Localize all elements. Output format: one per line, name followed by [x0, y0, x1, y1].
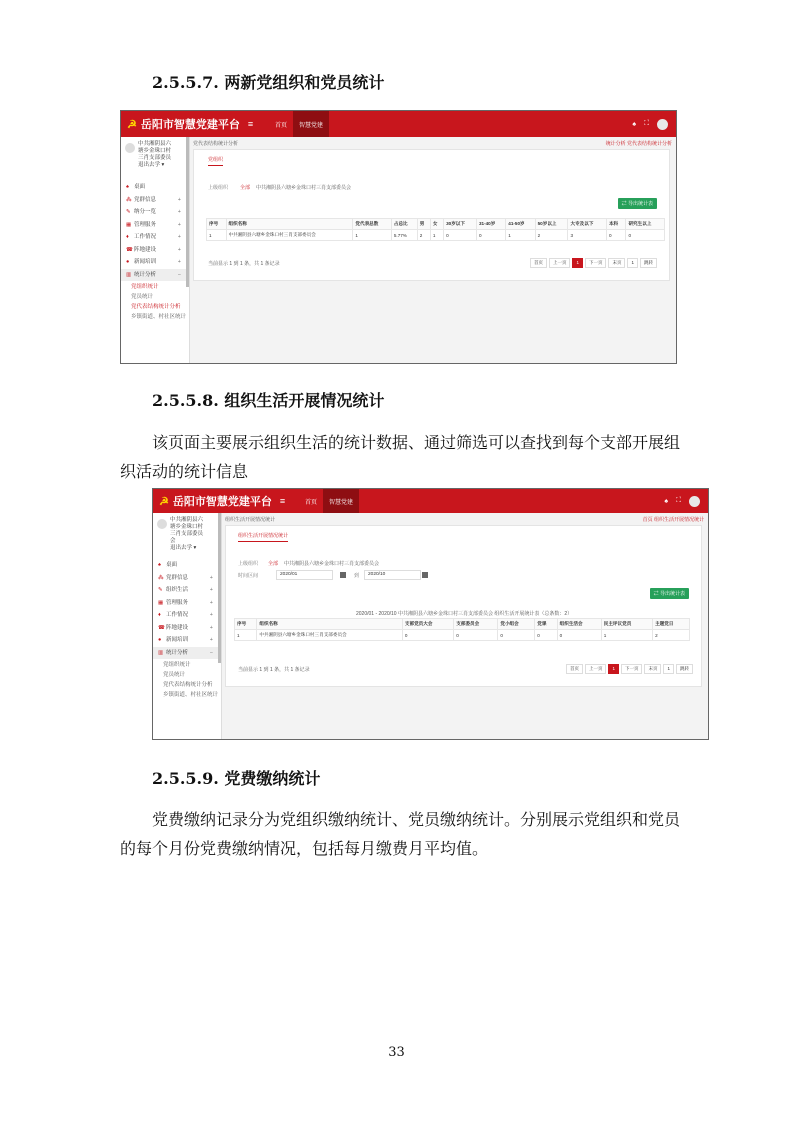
sidebar-item-label: 阵地建设: [166, 624, 189, 631]
desktop-icon: ♠: [126, 184, 129, 190]
user-info: [157, 517, 217, 552]
user-avatar: [157, 519, 167, 529]
column-header: 支部党员大会: [402, 619, 453, 630]
submenu-rep-stats[interactable]: 党代表结构统计分析: [163, 682, 213, 688]
group-icon: ⁂: [126, 196, 132, 203]
user-info: [125, 141, 185, 169]
column-header: 主题党日: [653, 619, 690, 630]
table-cell: 1: [601, 630, 652, 641]
expand-icon: +: [177, 196, 181, 203]
jump-button[interactable]: 跳转: [640, 258, 657, 268]
nav-smart-party[interactable]: 智慧党建: [293, 111, 329, 137]
submenu-rep-stats[interactable]: 党代表结构统计分析: [131, 304, 181, 310]
calendar-icon[interactable]: [422, 572, 428, 578]
paragraph-party-fees: 党费缴纳记录分为党组织缴纳统计、党员缴纳统计。分别展示党组织和党员的每个月份党费缴纳情况，包括每月缴费月平均值。: [120, 810, 681, 858]
sidebar-item-position[interactable]: [121, 244, 189, 257]
app-logo: [127, 111, 253, 137]
filter-all-option[interactable]: 全部: [240, 185, 251, 191]
submenu-town-stats[interactable]: 乡镇街道、村社区统计: [131, 314, 187, 320]
table-cell: 0: [454, 630, 498, 641]
column-header: 研究生以上: [626, 219, 665, 230]
table-cell: 1: [430, 230, 443, 241]
table-cell: 0: [444, 230, 477, 241]
sidebar-menu: [153, 559, 221, 702]
section-heading-2-5-5-7: 2.5.5.7. 两新党组织和党员统计: [152, 73, 385, 92]
expand-icon: +: [209, 637, 213, 643]
submenu-org-stats[interactable]: 党组织统计: [163, 662, 191, 668]
screenshot-org-life-stats: [152, 488, 709, 740]
nav-home[interactable]: 首页: [275, 122, 288, 129]
user-line: 三肖支部委员: [170, 531, 204, 537]
app-title: 岳阳市智慧党建平台: [140, 119, 240, 131]
grid-icon: ▦: [126, 221, 132, 228]
column-header: 女: [430, 219, 443, 230]
column-header: 占总比: [391, 219, 417, 230]
pen-icon: ✎: [126, 209, 131, 215]
section-heading-2-5-5-8: 2.5.5.8. 组织生活开展情况统计: [152, 391, 385, 410]
user-avatar: [125, 143, 135, 153]
main-content: [189, 137, 676, 363]
sidebar-item-label: 党群信息: [134, 196, 157, 203]
column-header: 本科: [606, 219, 626, 230]
sidebar-item-overview[interactable]: [121, 206, 189, 219]
submenu-member-stats[interactable]: 党员统计: [131, 294, 154, 300]
filter-all-option[interactable]: 全部: [268, 561, 279, 567]
sidebar-item-label: 新闻培训: [134, 259, 157, 265]
expand-icon: +: [177, 221, 181, 228]
column-header: 41-50岁: [506, 219, 535, 230]
filter-selected-org[interactable]: 中共湘阴县六塘乡金珠口村三肖支部委员会: [284, 561, 380, 567]
sidebar-item-management[interactable]: [121, 219, 189, 232]
prev-page-button[interactable]: 上一页: [585, 664, 607, 674]
collapse-icon: −: [209, 649, 213, 656]
user-line: 会: [170, 538, 176, 544]
sidebar-item-label: 组织生活: [166, 587, 189, 593]
main-content: [221, 513, 708, 739]
user-line: 中共湘阴县六: [138, 141, 172, 147]
table-cell: 2: [535, 230, 568, 241]
calendar-icon[interactable]: [340, 572, 346, 578]
sidebar-item-position[interactable]: [153, 622, 221, 635]
breadcrumb-current: 党代表结构统计分析: [193, 141, 239, 147]
table-cell: 2: [653, 630, 690, 641]
content-panel: [193, 149, 670, 281]
table-cell: 0: [606, 230, 626, 241]
date-from-input[interactable]: 2020/01: [276, 570, 333, 580]
sidebar-item-label: 工作情况: [134, 234, 157, 240]
pagination: [566, 664, 693, 674]
column-header: 序号: [207, 219, 227, 230]
submenu-org-stats[interactable]: 党组织统计: [131, 284, 159, 290]
export-button[interactable]: ⇄ 导出统计表: [650, 588, 689, 599]
table-cell: 0: [626, 230, 665, 241]
expand-icon: +: [209, 574, 213, 581]
submenu-member-stats[interactable]: 党员统计: [163, 672, 186, 678]
table-cell: 中共湘阴县六塘乡金珠口村三肖支部委员会: [226, 230, 353, 241]
logout-link[interactable]: 退出去学 ▾: [170, 545, 197, 551]
content-panel: [225, 525, 702, 687]
column-header: 大专及以下: [568, 219, 606, 230]
page-jump-input[interactable]: 1: [627, 258, 638, 268]
table-cell: 1: [207, 230, 227, 241]
prev-page-button[interactable]: 上一页: [549, 258, 571, 268]
last-page-button[interactable]: 末页: [644, 664, 661, 674]
sidebar-item-label: 党群信息: [166, 574, 189, 581]
sidebar-item-label: 统计分析: [166, 649, 189, 656]
phone-icon: ☎: [126, 246, 133, 253]
table-cell: 1: [235, 630, 257, 641]
submenu-town-stats[interactable]: 乡镇街道、村社区统计: [163, 692, 219, 698]
column-header: 民主评议党员: [601, 619, 652, 630]
party-emblem-icon: ☭: [127, 118, 137, 131]
section-heading-2-5-5-9: 2.5.5.9. 党费缴纳统计: [152, 769, 321, 788]
column-header: 30岁以下: [444, 219, 477, 230]
table-cell: 0: [557, 630, 601, 641]
nav-smart-party[interactable]: 智慧党建: [323, 489, 359, 513]
sidebar-item-work[interactable]: [153, 609, 221, 622]
table-cell: 0: [535, 630, 557, 641]
expand-icon: +: [209, 599, 213, 606]
chart-icon: ▥: [126, 271, 132, 278]
fullscreen-icon[interactable]: ⛶: [676, 497, 681, 504]
sidebar-item-label: 工作情况: [166, 612, 189, 618]
group-icon: ⁂: [158, 574, 164, 581]
sidebar-item-party-info[interactable]: [153, 572, 221, 585]
news-icon: ●: [158, 637, 162, 643]
sidebar-item-label: 管理服务: [134, 221, 157, 228]
filter-label: 上级组织: [238, 561, 259, 567]
expand-icon: +: [209, 587, 213, 593]
next-page-button[interactable]: 下一页: [621, 664, 643, 674]
jump-button[interactable]: 跳转: [676, 664, 693, 674]
sidebar-item-party-info[interactable]: [121, 194, 189, 207]
user-line: 三肖支部委员: [138, 155, 172, 161]
sidebar-item-training[interactable]: [121, 256, 189, 269]
column-header: 党代表总数: [353, 219, 391, 230]
table-cell: 1: [353, 230, 391, 241]
sidebar-item-label: 管理服务: [166, 599, 189, 606]
user-line: 塘乡金珠口村: [138, 148, 172, 154]
date-to-label: 到: [354, 573, 360, 579]
sidebar-item-org-life[interactable]: [153, 584, 221, 597]
column-header: 组织生活会: [557, 619, 601, 630]
first-page-button[interactable]: 首页: [566, 664, 583, 674]
logout-link[interactable]: 退出去学 ▾: [138, 162, 165, 168]
export-button[interactable]: ⇄ 导出统计表: [618, 198, 657, 209]
column-header: 党小组会: [498, 619, 535, 630]
expand-icon: +: [177, 234, 181, 240]
breadcrumb-current: 组织生活开展情况统计: [225, 517, 276, 523]
sidebar-item-statistics[interactable]: [153, 647, 221, 660]
collapse-icon: −: [177, 271, 181, 278]
work-icon: ♦: [126, 234, 129, 240]
breadcrumb-path: 统计分析 党代表结构统计分析: [605, 141, 672, 147]
chart-icon: ▥: [158, 649, 164, 656]
table-title: 2020/01 - 2020/10 中共湘阴县六塘乡金珠口村三肖支部委员会 组织生活开展统计表（总条数：2）: [356, 611, 573, 617]
sidebar-item-work[interactable]: [121, 231, 189, 244]
table-cell: 1: [506, 230, 535, 241]
breadcrumb: [193, 140, 672, 147]
top-bar: [121, 111, 676, 137]
filter-label: 上级组织: [208, 185, 229, 191]
expand-icon: +: [209, 624, 213, 631]
page-jump-input[interactable]: 1: [663, 664, 674, 674]
grid-icon: ▦: [158, 599, 164, 606]
next-page-button[interactable]: 下一页: [585, 258, 607, 268]
app-title: 岳阳市智慧党建平台: [172, 496, 272, 508]
expand-icon: +: [209, 612, 213, 618]
column-header: 组织名称: [257, 619, 403, 630]
top-bar: [153, 489, 708, 513]
table-cell: 5.77%: [391, 230, 417, 241]
time-range-label: 时间区间: [238, 573, 259, 579]
filter-selected-org[interactable]: 中共湘阴县六塘乡金珠口村三肖支部委员会: [256, 185, 352, 191]
sidebar-item-label: 桌面: [134, 184, 146, 190]
news-icon: ●: [126, 259, 130, 265]
last-page-button[interactable]: 末页: [608, 258, 625, 268]
page-number: 33: [388, 1045, 405, 1060]
sidebar-item-label: 桌面: [166, 562, 178, 568]
desktop-icon: ♠: [158, 562, 161, 568]
top-nav: [299, 489, 359, 513]
column-header: 支部委员会: [454, 619, 498, 630]
first-page-button[interactable]: 首页: [530, 258, 547, 268]
column-header: 50岁以上: [535, 219, 568, 230]
avatar[interactable]: [689, 496, 700, 507]
stats-table: [234, 618, 690, 641]
stats-table: [206, 218, 665, 241]
app-logo: [159, 489, 285, 513]
column-header: 序号: [235, 619, 257, 630]
table-row[interactable]: [235, 630, 690, 641]
menu-toggle-icon[interactable]: ≡: [247, 119, 254, 129]
expand-icon: +: [177, 246, 181, 253]
sidebar: [153, 513, 222, 739]
expand-icon: +: [177, 209, 181, 215]
column-header: 组织名称: [226, 219, 353, 230]
column-header: 31-40岁: [476, 219, 505, 230]
top-nav: [269, 111, 329, 137]
table-cell: 0: [476, 230, 505, 241]
screenshot-party-org-stats: [120, 110, 677, 364]
user-line: 中共湘阴县六: [170, 517, 204, 523]
nav-home[interactable]: 首页: [305, 499, 318, 506]
table-cell: 中共湘阴县六塘乡金珠口村三肖支部委员会: [257, 630, 403, 641]
paragraph-org-life: 该页面主要展示组织生活的统计数据、通过筛选可以查找到每个支部开展组织活动的统计信息: [120, 433, 681, 481]
avatar[interactable]: [657, 119, 668, 130]
sidebar-menu: [121, 181, 189, 324]
sidebar-item-desktop[interactable]: [153, 559, 221, 572]
table-row[interactable]: [207, 230, 665, 241]
column-header: 党课: [535, 619, 557, 630]
date-to-input[interactable]: 2020/10: [364, 570, 421, 580]
user-line: 塘乡金珠口村: [170, 524, 204, 530]
sidebar-item-management[interactable]: [153, 597, 221, 610]
party-emblem-icon: ☭: [159, 495, 169, 508]
sidebar-item-statistics[interactable]: [121, 269, 189, 282]
bell-icon[interactable]: ♠: [664, 497, 669, 505]
phone-icon: ☎: [158, 624, 165, 631]
table-cell: 0: [498, 630, 535, 641]
sidebar-item-desktop[interactable]: [121, 181, 189, 194]
sidebar-item-training[interactable]: [153, 634, 221, 647]
table-cell: 3: [568, 230, 606, 241]
table-footer-info: 当前显示 1 到 1 条，共 1 条记录: [238, 667, 310, 673]
pen-icon: ✎: [158, 587, 163, 593]
column-header: 男: [417, 219, 430, 230]
breadcrumb: [225, 516, 704, 523]
sidebar-item-label: 新闻培训: [166, 637, 189, 643]
breadcrumb-path: 首页 组织生活开展情况统计: [642, 517, 704, 523]
work-icon: ♦: [158, 612, 161, 618]
sidebar-item-label: 纳分一览: [134, 209, 157, 215]
top-icons: [632, 111, 668, 137]
top-icons: [664, 489, 700, 513]
fullscreen-icon[interactable]: ⛶: [644, 120, 649, 127]
tab-org-life-stats[interactable]: 组织生活开展情况统计: [238, 532, 288, 542]
page-1-button[interactable]: 1: [608, 664, 619, 674]
sidebar: [121, 137, 190, 363]
bell-icon[interactable]: ♠: [632, 120, 637, 128]
sidebar-item-label: 阵地建设: [134, 246, 157, 253]
menu-toggle-icon[interactable]: ≡: [279, 496, 286, 506]
page-1-button[interactable]: 1: [572, 258, 583, 268]
tab-party-org[interactable]: 党组织: [208, 156, 223, 166]
table-cell: 0: [402, 630, 453, 641]
pagination: [530, 258, 657, 268]
expand-icon: +: [177, 259, 181, 265]
sidebar-item-label: 统计分析: [134, 271, 157, 278]
table-cell: 2: [417, 230, 430, 241]
table-footer-info: 当前显示 1 到 1 条，共 1 条记录: [208, 261, 280, 267]
